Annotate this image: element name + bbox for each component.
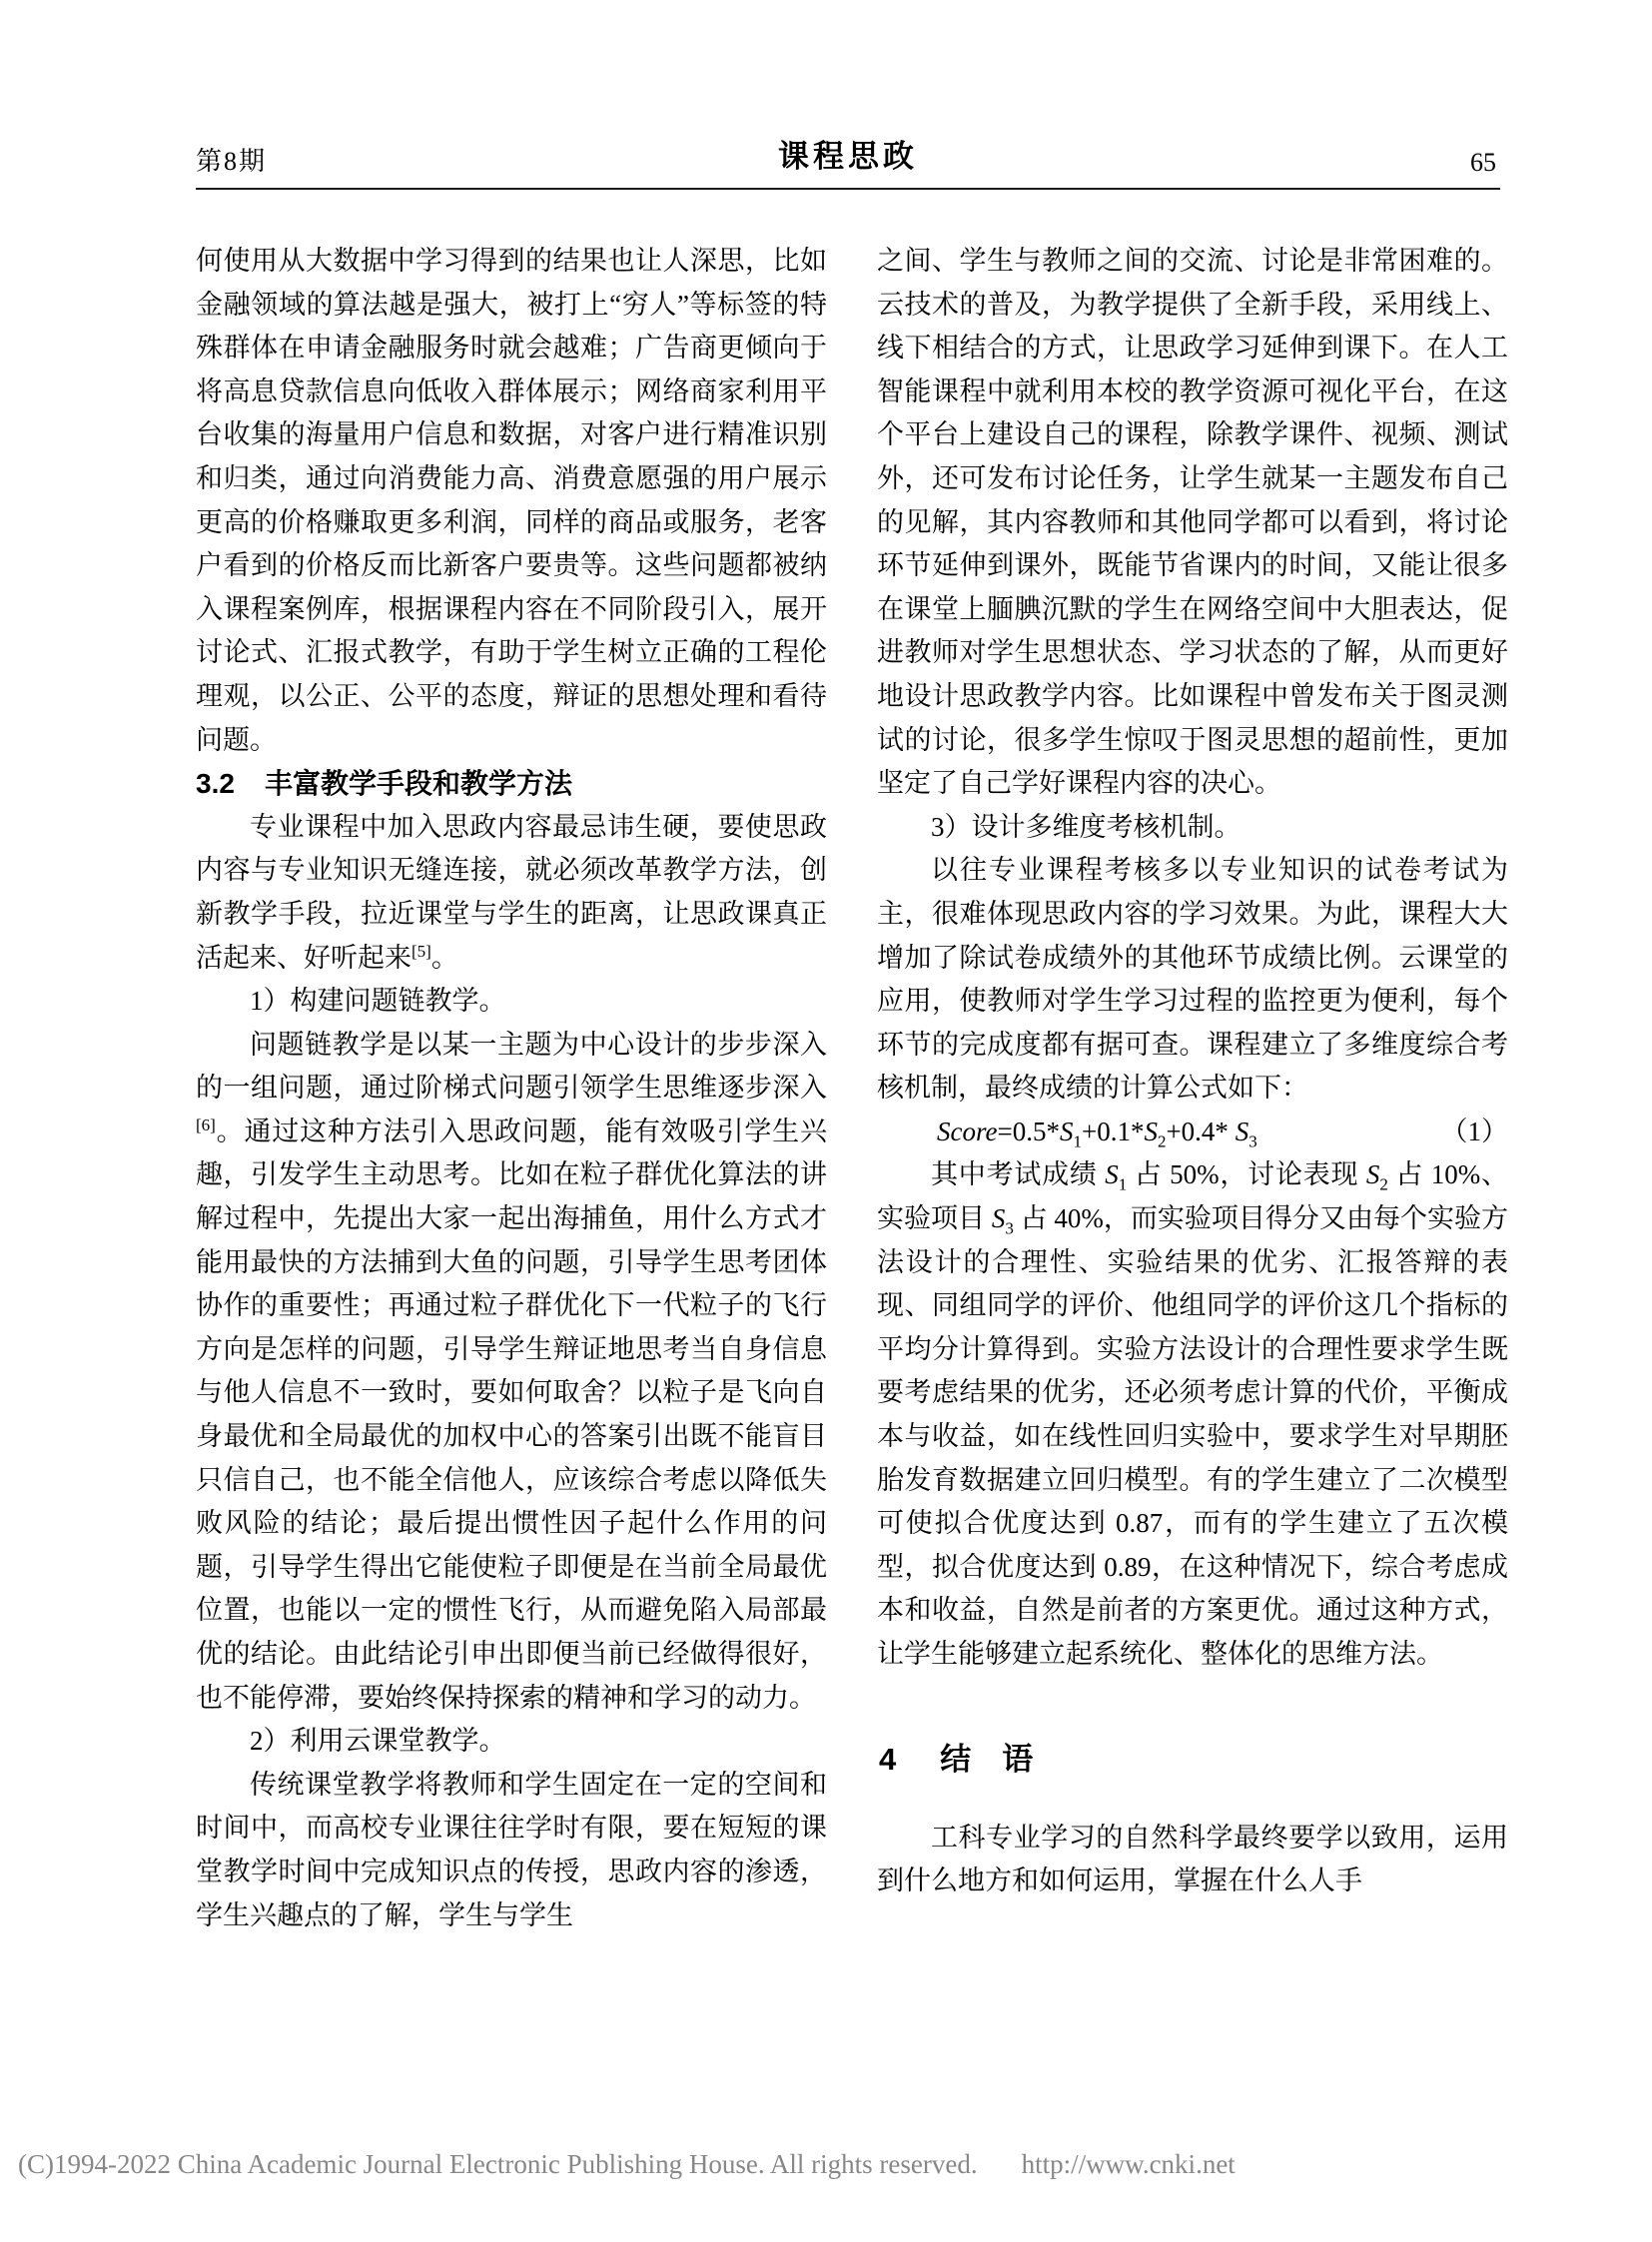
copyright-footer [18, 2149, 1236, 2180]
paragraph: 之间、学生与教师之间的交流、讨论是非常困难的。云技术的普及，为教学提供了全新手段，采用线上、线下相结合的方式，让思政学习延伸到课下。在人工智能课程中就利用本校的教学资源可视化平台，在这个平台上建设自己的课程，除教学课件、视频、测试外，还可发布讨论任务，让学生就某一主题发布自己的见解，其内容教师和其他同学都可以看到，将讨论环节延伸到课外，既能节省课内的时间，又能让很多在课堂上腼腆沉默的学生在网络空间中大胆表达，促进教师对学生思想状态、学习状态的了解，从而更好地设计思政教学内容。比如课程中曾发布关于图灵测试的讨论，很多学生惊叹于图灵思想的超前性，更加坚定了自己学好课程内容的决心。 [877, 246, 1508, 799]
formula-s3-variable: S [1235, 1116, 1249, 1146]
paragraph-text: 占 50%，讨论表现 [1127, 1159, 1366, 1190]
paragraph: 传统课堂教学将教师和学生固定在一定的空间和时间中，而高校专业课往往学时有限，要在短短的课堂教学时间中完成知识点的传授，思政内容的渗透，学生兴趣点的了解，学生与学生 [196, 1769, 827, 1930]
paragraph [877, 1153, 1508, 1676]
list-item: 3）设计多维度考核机制。 [931, 811, 1241, 842]
paragraph [196, 806, 827, 980]
list-item: 2）利用云课堂教学。 [250, 1726, 506, 1757]
formula-text: +0.1* [1081, 1116, 1145, 1146]
paragraph-text: 其中考试成绩 [931, 1159, 1106, 1190]
paragraph-text: 。通过这种方法引入思政问题，能有效吸引学生兴趣，引发学生主动思考。比如在粒子群优化算法的讲解过程中，先提出大家一起出海捕鱼，用什么方式才能用最快的方法捕到大鱼的问题，引导学生思考团体协作的重要性；再通过粒子群优化下一代粒子的飞行方向是怎样的问题，引导学生辩证地思考当自身信息与他人信息不一致时，要如何取舍？以粒子是飞向自身最优和全局最优的加权中心的答案引出既不能盲目只信自己，也不能全信他人，应该综合考虑以降低失败风险的结论；最后提出惯性因子起什么作用的问题，引导学生得出它能使粒子即便是在当前全局最优位置，也能以一定的惯性飞行，从而避免陷入局部最优的结论。由此结论引申出即便当前已经做得很好，也不能停滞，要始终保持探索的精神和学习的动力。 [196, 1116, 827, 1713]
formula-s1-subscript: 1 [1073, 1131, 1082, 1151]
column-left [196, 240, 827, 1937]
column-right [877, 240, 1508, 1937]
paragraph-text: 占 40%，而实验项目得分又由每个实验方法设计的合理性、实验结果的优劣、汇报答辩的表现、同组同学的评价、他组同学的评价这几个指标的平均分计算得到。实验方法设计的合理性要求学生既要考虑结果的优劣，还必须考虑计算的代价，平衡成本与收益，如在线性回归实验中，要求学生对早期胚胎发育数据建立回归模型。有的学生建立了二次模型可使拟合优度达到 0.87，而有的学生建立了五次模型，拟合优度达到 0.89，在这种情况下，综合考虑成本和收益，自然是前者的方案更优。通过这种方式，让学生能够建立起系统化、整体化的思维方法。 [877, 1203, 1508, 1669]
subsection-heading-3-2 [196, 762, 827, 806]
subsection-title: 丰富教学手段和教学方法 [264, 768, 572, 800]
paragraph: 工科专业学习的自然科学最终要学以致用，运用到什么地方和如何运用，掌握在什么人手 [877, 1822, 1508, 1896]
list-item: 1）构建问题链教学。 [250, 986, 506, 1017]
paragraph-text: 问题链教学是以某一主题为中心设计的步步深入的一组问题，通过阶梯式问题引领学生思维逐步深入 [196, 1029, 827, 1104]
inline-s2-subscript: 2 [1379, 1174, 1388, 1194]
inline-s1-subscript: 1 [1118, 1174, 1128, 1194]
column-title: 课程思政 [778, 139, 918, 174]
cnki-url: http://www.cnki.net [1021, 2149, 1236, 2179]
formula-s2-variable: S [1144, 1116, 1158, 1146]
subsection-number: 3.2 [196, 768, 235, 800]
formula-text: +0.4* [1166, 1116, 1236, 1146]
formula-text: =0.5* [997, 1116, 1060, 1146]
formula-score-variable: Score [937, 1116, 998, 1146]
copyright-text: (C)1994-2022 China Academic Journal Electronic Publishing House. All rights reserved. [18, 2149, 978, 2179]
paragraph-text: 占 10%、实验项目 [877, 1159, 1508, 1234]
paragraph [196, 1024, 827, 1721]
formula-equation-1 [877, 1111, 1508, 1154]
section-title: 结 语 [940, 1741, 1034, 1777]
formula-s3-subscript: 3 [1248, 1131, 1257, 1151]
citation-marker-5: [5] [412, 941, 431, 961]
inline-s1-variable: S [1105, 1159, 1119, 1190]
paragraph: 以往专业课程考核多以专业知识的试卷考试为主，很难体现思政内容的学习效果。为此，课程大大增加了除试卷成绩外的其他环节成绩比例。云课堂的应用，使教师对学生学习过程的监控更为便利，每个环节的完成度都有据可查。课程建立了多维度综合考核机制，最终成绩的计算公式如下： [877, 855, 1508, 1104]
section-heading-4 [879, 1735, 1508, 1785]
inline-s2-variable: S [1365, 1159, 1380, 1190]
issue-label: 第8期 [196, 147, 268, 176]
page-number: 65 [1470, 148, 1496, 177]
section-number: 4 [879, 1741, 897, 1777]
running-head [196, 126, 1500, 190]
inline-s3-variable: S [991, 1203, 1006, 1234]
inline-s3-subscript: 3 [1005, 1218, 1014, 1238]
formula-body [937, 1111, 1257, 1154]
paragraph-text: 。 [430, 942, 458, 973]
formula-s1-variable: S [1059, 1116, 1074, 1146]
body-columns [196, 240, 1508, 1937]
formula-s2-subscript: 2 [1157, 1131, 1167, 1151]
paragraph-text: 专业课程中加入思政内容最忌讳生硬，要使思政内容与专业知识无缝连接，就必须改革教学方法，创新教学手段，拉近课堂与学生的距离，让思政课真正活起来、好听起来 [196, 811, 827, 973]
paragraph: 何使用从大数据中学习得到的结果也让人深思，比如金融领域的算法越是强大，被打上“穷人”等标签的特殊群体在申请金融服务时就会越难；广告商更倾向于将高息贷款信息向低收入群体展示；网络商家利用平台收集的海量用户信息和数据，对客户进行精准识别和归类，通过向消费能力高、消费意愿强的用户展示更高的价格赚取更多利润，同样的商品或服务，老客户看到的价格反而比新客户要贵等。这些问题都被纳入课程案例库，根据课程内容在不同阶段引入，展开讨论式、汇报式教学，有助于学生树立正确的工程伦理观，以公正、公平的态度，辩证的思想处理和看待问题。 [196, 246, 827, 755]
formula-number: （1） [1440, 1116, 1508, 1146]
citation-marker-6: [6] [196, 1115, 216, 1134]
